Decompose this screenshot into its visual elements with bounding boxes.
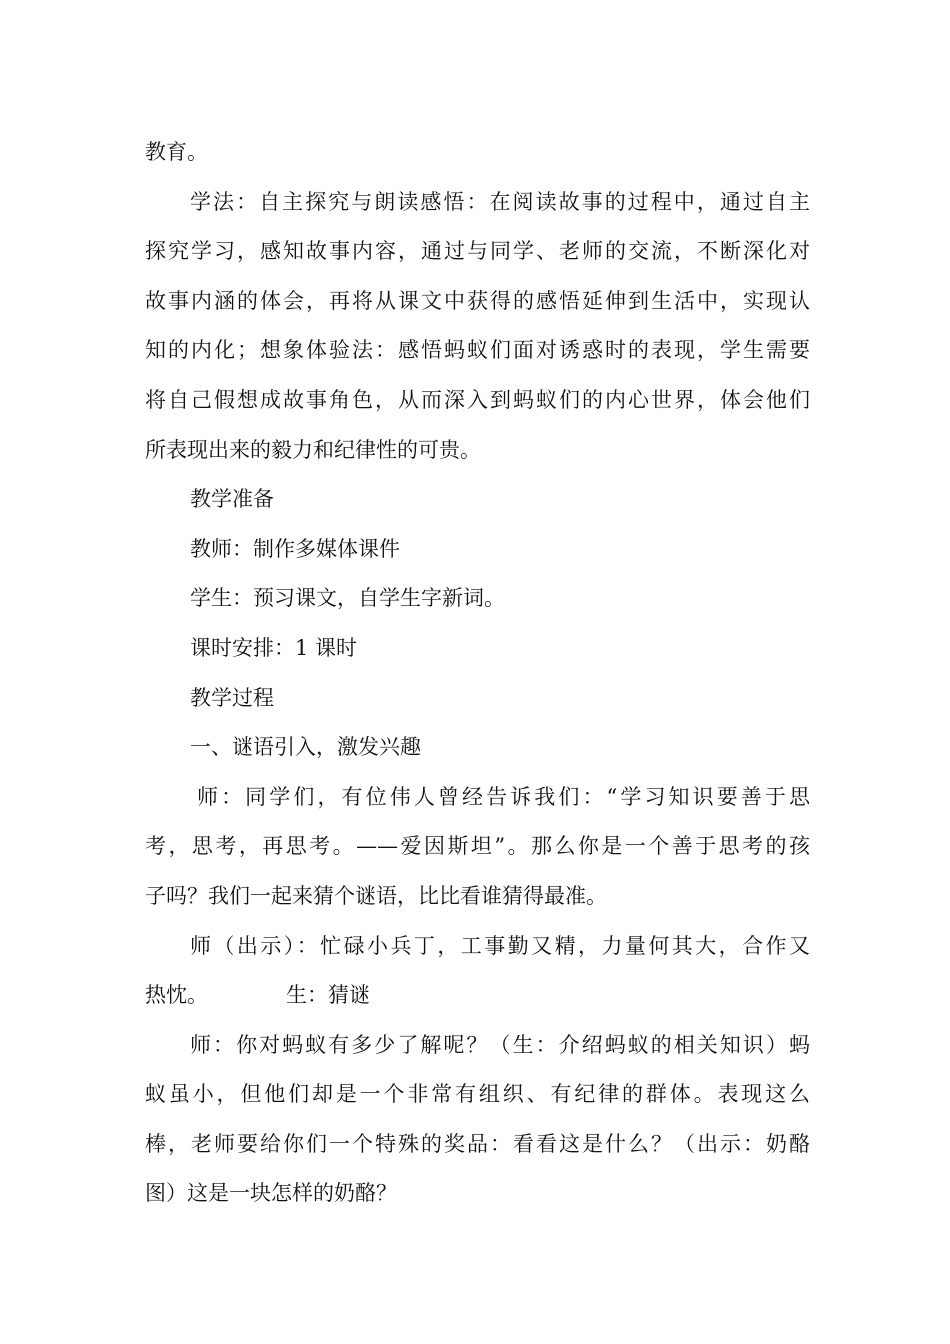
document-body (145, 128, 810, 1219)
text-line: 图）这是一块怎样的奶酪？ (145, 1181, 397, 1206)
text-line: 所表现出来的毅力和纪律性的可贵。 (145, 437, 481, 462)
text-line: 棒，老师要给你们一个特殊的奖品：看看这是什么？（出示：奶酪 (145, 1131, 810, 1156)
text-line: 知的内化；想象体验法：感悟蚂蚁们面对诱惑时的表现，学生需要 (145, 338, 810, 363)
text-line: 故事内涵的体会，再将从课文中获得的感悟延伸到生活中，实现认 (145, 288, 810, 313)
text-line (145, 971, 810, 1021)
text-segment: 生：猜谜 (286, 983, 370, 1008)
text-line: 师（出示）：忙碌小兵丁，工事勤又精，力量何其大，合作又 (190, 933, 810, 958)
text-line: 学生：预习课文，自学生字新词。 (190, 586, 505, 611)
section-heading: 教学过程 (190, 685, 274, 710)
text-line: 探究学习，感知故事内容，通过与同学、老师的交流，不断深化对 (145, 239, 810, 264)
text-line: 学法：自主探究与朗读感悟：在阅读故事的过程中，通过自主 (190, 189, 810, 214)
text-line: 将自己假想成故事角色，从而深入到蚂蚁们的内心世界，体会他们 (145, 387, 810, 412)
text-line: 教师：制作多媒体课件 (190, 536, 400, 561)
section-heading: 教学准备 (190, 487, 274, 512)
text-line: 子吗？我们一起来猜个谜语，比比看谁猜得最准。 (145, 883, 607, 908)
text-line: 师：同学们，有位伟人曾经告诉我们：“学习知识要善于思 (197, 784, 810, 809)
section-heading: 一、谜语引入，激发兴趣 (190, 735, 421, 760)
text-line: 教育。 (145, 140, 208, 164)
text-line: 课时安排：1 课时 (190, 635, 358, 660)
text-segment: 热忱。 (145, 983, 208, 1008)
text-line: 师：你对蚂蚁有多少了解呢？（生：介绍蚂蚁的相关知识）蚂 (190, 1032, 810, 1057)
text-line: 蚁虽小，但他们却是一个非常有组织、有纪律的群体。表现这么 (145, 1082, 810, 1107)
text-line: 考，思考，再思考。——爱因斯坦”。那么你是一个善于思考的孩 (145, 834, 810, 859)
